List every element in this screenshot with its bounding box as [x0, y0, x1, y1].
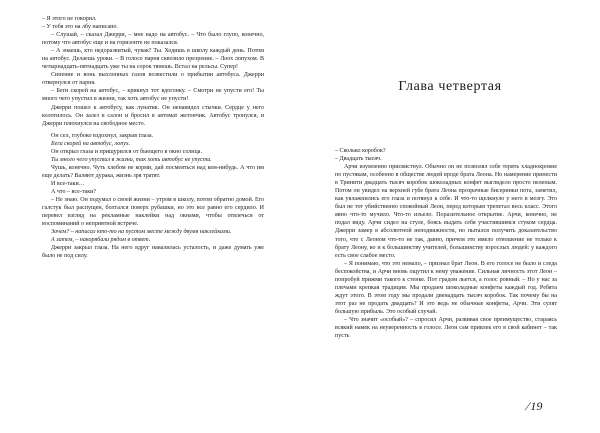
paragraph: И все-таки… [51, 180, 85, 187]
paragraph: А затем, – накорябали рядом в ответ. [51, 237, 151, 244]
paragraph: Джерри пошел к автобусу, как лунатик. Он ненавидел стычки. Сердце у него колотилось. Он залез в салон и бросил в автомат жетончик. Автобус тронулся, и Джерри плюхнулся на свободное место. [42, 104, 264, 127]
paragraph: Джерри закрыл глаза. На него вдруг навалилась усталость, и даже думать уже было не под силу. [42, 245, 264, 260]
paragraph: – Беги скорей на автобус, – крикнул тот вдогонку. – Смотри не упусти его! Ты много чего упустил в жизни, так хоть автобус не упусти! [42, 88, 264, 103]
right-page-text [335, 147, 557, 340]
paragraph: – У тебя это на лбу написано. [42, 24, 118, 31]
paragraph: – Не знаю. Он подумал о своей жизни – утром в школу, потом обратно домой. Его галстук был распущен, болтался поверх рубашки, но это все равно его сердило. И перевел взгляд на рекламные наклейки над окнами, чтобы отвлечься от воспоминаний о неприятной встрече. [42, 197, 264, 228]
paragraph: – Что значит «особый»? – спросил Арчи, развивая свое преимущество, стараясь всякий намек на неуверенность в голосе. Леон сам привлек его в свой кабинет – так пусть [335, 316, 557, 340]
paragraph: – Двадцать тысяч. [335, 156, 382, 163]
paragraph: Ты много чего упустил в жизни, так хоть автобус не упусти. [51, 156, 212, 163]
paragraph: – А знаешь, кто недоразвитый, чувак? Ты. Ходишь в школу каждый день. Потом на автобус. Делаешь уроки. – В голосе парня сквозило презрение. – Лоох лопухом. В четырнадцать-пятнадцать уже ты на сорок тянешь. Встал на рельсы. Супер! [42, 48, 264, 71]
paragraph: Он открыл глаза и прищурился от бьющего в окно солнца. [51, 148, 202, 155]
paragraph: А что – все-таки? [51, 188, 97, 195]
paragraph: – Сколько коробок? [335, 148, 386, 154]
paragraph: Зачем? – написал кто-то на пустом месте между двумя наклейками. [51, 229, 232, 236]
page-number [526, 399, 542, 414]
paragraph: – Я понимаю, что это немало, – признал брат Леон. В его голосе не было и следа беспокойства, и Арчи вновь ощутил к нему уважение. Сильная личность этот Леон – попробуй прижми такого к стенке. Пот градом льется, а голос ровный. – Но у нас за плечами крепкая традиция. Мы продаем шоколадные конфеты каждый год. Ребята ждут этого. В этом году мы продали двенадцать тысяч коробок. Так почему бы на этот раз не продать двадцать? И это ведь не обычные конфеты, Арчи. Эти сулят большую прибыль. Это особый случай. [335, 260, 557, 315]
folio-number: 19 [530, 399, 543, 413]
paragraph: Он сел, глубоко вздохнул, закрыв глаза. [51, 132, 154, 139]
paragraph: Беги скорей на автобус, лопух. [51, 140, 131, 147]
chapter-title: Глава четвертая [398, 79, 502, 94]
paragraph: Сипение и вонь выхлопных газов возвестили о прибытии автобуса. Джерри отвернулся от парня. [42, 72, 264, 87]
paragraph: – Слушай, – сказал Джерри, – мне надо на автобус. – Что было глупо, конечно, потому что автобус еще и на горизонте не показался. [42, 32, 264, 47]
paragraph: Чушь, конечно. Чуть хлебом не корми, дай посмеяться над кем-нибудь. А что им еще делать? Валяют дурака, жизнь зря тратят. [42, 164, 264, 179]
folio-slash: / [524, 399, 531, 413]
paragraph: Арчи изумленно присвистнул. Обычно он не позволял себе терять хладнокровие по пустякам, особенно в обществе людей вроде брата Леона. Но намерение принести в Тринити двадцать тысяч коробок шоколадных конфет выглядело просто нелепым. Потом он увидел на верхней губе брата Леона прозрачные бисеринки пота, заметил, как увлажнились его глаза и потянул к себе. И что-то щелкнуло у него в мозгу. Это был не тот убийственно спокойный Леон, перед которым трепетал весь класс. Этого явно что-то мучило. Что-то изъело. Поразительное открытие. Арчи, конечно, не подал виду. Арчи сидел на стуле, боясь выдать себя участившимся стуком сердца. Джерри замер в абсолютной неподвижности, но пытался получить доказательство того, что с Леоном что-то не так, давно, причем это имело отношение не только к брату Леону, во и к большинству учителей, большинству взрослых людей: у каждого есть свое слабое место. [335, 164, 557, 259]
paragraph: – Я этого не говорил. [42, 16, 97, 22]
left-page-text [42, 15, 264, 260]
